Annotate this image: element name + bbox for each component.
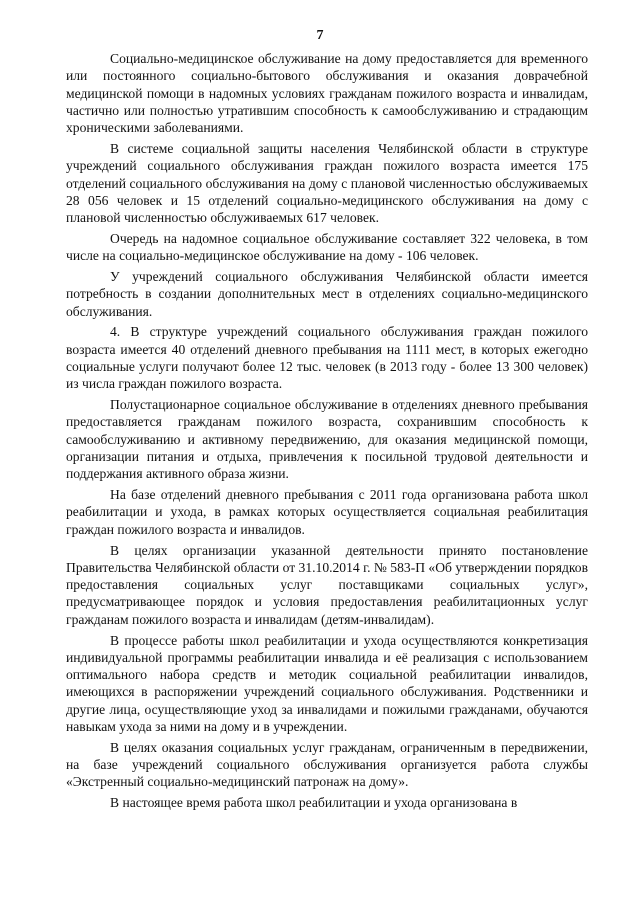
document-body [66,50,588,815]
paragraph: В целях организации указанной деятельности принято постановление Правительства Челябинской области от 31.10.2014 г. № 583-П «Об утверждении порядков предоставления социальных услуг поставщиками социальных услуг», предусматривающее порядок и условия предоставления реабилитационных услуг гражданам пожилого возраста и инвалидам (детям-инвалидам). [66,542,589,627]
paragraph: Социально-медицинское обслуживание на дому предоставляется для временного или постоянного социально-бытового обслуживания и оказания доврачебной медицинской помощи в надомных условиях гражданам пожилого возраста и инвалидам, частично или полностью утратившим способность к самообслуживанию и страдающим хроническими заболеваниями. [66,51,588,136]
paragraph: В настоящее время работа школ реабилитации и ухода организована в [110,795,518,811]
paragraph: В процессе работы школ реабилитации и ухода осуществляются конкретизация индивидуальной программы реабилитации инвалида и её реализация с использованием оптимального набора средств и методик социальной реабилитации инвалидов, имеющихся в распоряжении учреждений социального обслуживания. Родственники и другие лица, осуществляющие уход за инвалидами и пожилыми гражданами, обучаются навыкам ухода за ними на дому и в учреждении. [66,632,588,734]
paragraph: В целях оказания социальных услуг гражданам, ограниченным в передвижении, на базе учреждений социального обслуживания организуется работа службы «Экстренный социально-медицинский патронаж на дому». [66,739,588,790]
paragraph: У учреждений социального обслуживания Челябинской области имеется потребность в создании дополнительных мест в отделениях социально-медицинского обслуживания. [66,269,588,319]
paragraph: Полустационарное социальное обслуживание в отделениях дневного пребывания предоставляется гражданам пожилого возраста, сохранившим способность к самообслуживанию и активному передвижению, для оказания медицинской помощи, организации питания и отдыха, привлечения к посильной трудовой деятельности и поддержания активного образа жизни. [66,397,588,482]
page-number: 7 [316,28,324,43]
paragraph: В системе социальной защиты населения Челябинской области в структуре учреждений социального обслуживания граждан пожилого возраста имеется 175 отделений социального обслуживания на дому с плановой численностью обслуживаемых 28 056 человек и 15 отделений социально-медицинского обслуживания на дому с плановой численностью обслуживаемых 617 человек. [66,140,588,226]
paragraph: 4. В структуре учреждений социального обслуживания граждан пожилого возраста имеется 40 отделений дневного пребывания на 1111 мест, в которых ежегодно социальные услуги получают более 12 тыс. человек (в 2013 году - более 13 300 человек) из числа граждан пожилого возраста. [66,324,588,392]
paragraph: Очередь на надомное социальное обслуживание составляет 322 человека, в том числе на социально-медицинское обслуживание на дому - 106 человек. [66,230,588,264]
paragraph: На базе отделений дневного пребывания с 2011 года организована работа школ реабилитации и ухода, в рамках которых осуществляется социальная реабилитация граждан пожилого возраста и инвалидов. [66,487,588,537]
